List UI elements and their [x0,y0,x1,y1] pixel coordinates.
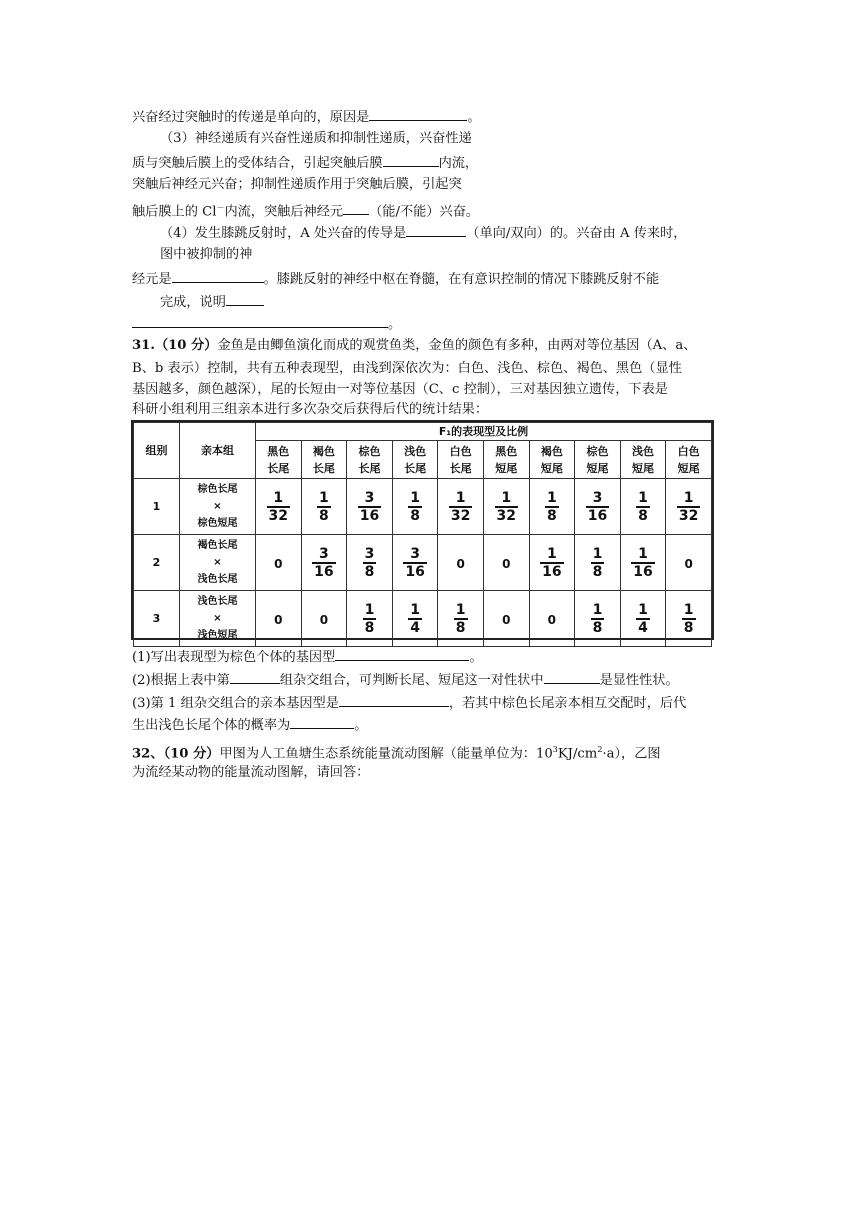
q30-sub4-line: （4）发生膝跳反射时，A 处兴奋的传导是 （单向/双向）的。兴奋由 A 传来时， [160,222,686,244]
fraction [408,602,422,636]
q30-line-7: 图中被抑制的神 [160,247,253,262]
zero-value: 0 [684,557,693,571]
numerator: 1 [638,601,648,618]
parent-label: × [213,557,222,568]
group-cell: 2 [134,535,180,591]
numerator: 1 [455,489,466,506]
group-cell: 3 [134,591,180,647]
zero-value: 0 [456,557,465,571]
denominator: 16 [314,563,334,580]
fraction [591,546,605,580]
parent-label: × [213,501,222,512]
phenotype-label: 褐色 [540,444,563,458]
ratio-cell [529,535,575,591]
q31-sub3: (3)第 1 组杂交组合的亲本基因型是 ，若其中棕色长尾亲本相互交配时，后代 [132,692,686,714]
phenotype-label: 长尾 [267,461,290,475]
ratio-cell [256,479,302,535]
q30-line-4: 突触后神经元兴奋；抑制性递质作用于突触后膜，引起突 [132,177,462,192]
numerator: 3 [364,489,375,506]
denominator: 8 [455,619,466,636]
parent-cell [180,479,256,535]
question-number: 31.（10 分） [132,338,218,353]
ratio-cell [301,591,347,647]
ratio-cell [666,479,712,535]
zero-value: 0 [274,557,283,571]
fraction [312,546,335,580]
phenotype-label: 短尾 [495,461,518,475]
parent-label: 棕色短尾 [197,518,238,529]
q30-line-10: 。 [132,313,401,335]
phenotype-label: 浅色 [404,444,427,458]
phenotype-label: 长尾 [358,461,381,475]
denominator: 8 [364,619,375,636]
q30-sub3-line: （3）神经递质有兴奋性递质和抑制性递质，兴奋性递 [160,131,472,146]
parent-cell [180,535,256,591]
parent-label: 褐色长尾 [197,540,238,551]
group-cell: 1 [134,479,180,535]
denominator: 8 [319,507,329,524]
answer-blank[interactable] [343,200,369,215]
header-group: 组别 [134,423,180,479]
header-f1: F₁的表现型及比例 [256,423,712,441]
q30-line-8: 经元是 。膝跳反射的神经中枢在脊髓，在有意识控制的情况下膝跳反射不能 [132,268,659,290]
answer-blank[interactable] [172,268,264,283]
numerator: 3 [364,545,375,562]
ratio-cell [620,535,666,591]
parent-label: 浅色短尾 [197,630,238,641]
phenotype-label: 短尾 [586,461,609,475]
denominator: 16 [359,507,380,524]
phenotype-header [392,441,438,479]
numerator: 3 [410,545,420,562]
phenotype-header [575,441,621,479]
phenotype-label: 褐色 [312,444,335,458]
fraction [631,546,654,580]
denominator: 4 [638,619,648,636]
denominator: 16 [587,507,608,524]
q31-sub2: (2)根据上表中第 组杂交组合，可判断长尾、短尾这一对性状中 是显性性状。 [132,669,679,691]
denominator: 32 [678,507,699,524]
q30-line-9: 完成，说明 [160,291,264,313]
numerator: 3 [592,489,603,506]
ratio-cell [575,591,621,647]
denominator: 8 [592,563,603,580]
answer-blank[interactable] [339,692,449,707]
fraction [363,546,377,580]
denominator: 4 [410,619,420,636]
ratio-cell [483,535,529,591]
phenotype-label: 棕色 [586,444,609,458]
numerator: 1 [683,601,694,618]
answer-blank[interactable] [369,106,467,121]
ratio-cell [620,591,666,647]
numerator: 1 [319,489,329,506]
numerator: 1 [638,489,648,506]
denominator: 8 [683,619,694,636]
ratio-cell [575,535,621,591]
fraction [408,490,422,524]
denominator: 32 [450,507,471,524]
phenotype-label: 长尾 [312,461,335,475]
phenotype-label: 浅色 [632,444,655,458]
ratio-cell [301,535,347,591]
denominator: 32 [268,507,289,524]
table-row [134,479,712,535]
answer-blank[interactable] [335,646,469,661]
q30-line-3: 质与突触后膜上的受体结合，引起突触后膜 内流， [132,152,478,174]
ratio-cell [392,535,438,591]
denominator: 8 [638,507,648,524]
numerator: 1 [410,601,420,618]
ratio-cell [347,591,393,647]
fraction [267,490,290,524]
denominator: 16 [542,563,562,580]
phenotype-label: 黑色 [495,444,518,458]
fraction [363,602,377,636]
phenotype-header [301,441,347,479]
answer-blank[interactable] [132,313,388,328]
zero-value: 0 [319,613,329,627]
phenotype-label: 棕色 [358,444,381,458]
phenotype-label: 黑色 [267,444,290,458]
numerator: 3 [319,545,329,562]
answer-blank[interactable] [230,669,280,684]
table-row [134,535,712,591]
zero-value: 0 [274,613,283,627]
q30-line-5: 触后膜上的 Cl－内流，突触后神经元 （能/不能）兴奋。 [132,198,479,222]
answer-blank[interactable] [406,222,466,237]
fraction [449,490,472,524]
denominator: 8 [410,507,420,524]
numerator: 1 [592,545,603,562]
ratio-cell [256,591,302,647]
numerator: 1 [273,489,284,506]
numerator: 1 [546,545,557,562]
denominator: 8 [546,507,557,524]
q31-sub1: (1)写出表现型为棕色个体的基因型 。 [132,646,483,668]
denominator: 16 [633,563,653,580]
phenotype-label: 长尾 [449,461,472,475]
ratio-cell [301,479,347,535]
answer-blank[interactable] [226,291,264,306]
ratio-cell [529,591,575,647]
table-row [134,591,712,647]
answer-blank[interactable] [544,669,600,684]
q32-line-1: 32、（10 分）甲图为人工鱼塘生态系统能量流动图解（能量单位为：$10^3KJ/cm^2\cdot a$），乙图 [132,745,661,762]
numerator: 1 [364,601,375,618]
denominator: 8 [364,563,375,580]
denominator: 32 [496,507,516,524]
ratio-cell [438,535,484,591]
results-table [131,420,714,640]
phenotype-label: 长尾 [404,461,427,475]
q31-line-1: 31.（10 分）金鱼是由鲫鱼演化而成的观赏鱼类，金鱼的颜色有多种，由两对等位基因（A、a、 [132,338,697,353]
fraction [495,490,518,524]
fraction [636,602,650,636]
numerator: 1 [501,489,512,506]
ratio-cell [392,591,438,647]
zero-value: 0 [547,613,557,627]
q32-line-2: 为流经某动物的能量流动图解，请回答： [132,765,370,780]
numerator: 1 [592,601,603,618]
ratio-cell [483,479,529,535]
q31-sub3-cont: 生出浅色长尾个体的概率为 。 [132,714,367,736]
ratio-cell [347,535,393,591]
denominator: 8 [592,619,603,636]
fraction [591,602,605,636]
ratio-cell [575,479,621,535]
parent-label: 浅色长尾 [197,596,238,607]
fraction [636,490,650,524]
numerator: 1 [455,601,466,618]
parent-label: × [213,613,222,624]
fraction [677,490,700,524]
numerator: 1 [683,489,694,506]
phenotype-header [529,441,575,479]
ratio-cell [620,479,666,535]
ratio-cell [438,591,484,647]
numerator: 1 [410,489,420,506]
phenotype-header [347,441,393,479]
ratio-cell [438,479,484,535]
fraction [586,490,609,524]
numerator: 1 [638,545,648,562]
q31-line-2: B、b 表示）控制，共有五种表现型，由浅到深依次为：白色、浅色、棕色、褐色、黑色（显性 [132,361,682,376]
ratio-cell [666,535,712,591]
phenotype-header [483,441,529,479]
fraction [317,490,331,524]
fraction [682,602,696,636]
ratio-cell [529,479,575,535]
phenotype-header [666,441,712,479]
parent-cell [180,591,256,647]
phenotype-label: 短尾 [540,461,563,475]
ratio-cell [666,591,712,647]
phenotype-label: 白色 [677,444,700,458]
fraction [403,546,426,580]
answer-blank[interactable] [383,152,439,167]
ratio-cell [392,479,438,535]
fraction [545,490,559,524]
ratio-cell [256,535,302,591]
q31-line-4: 科研小组利用三组亲本进行多次杂交后获得后代的统计结果： [132,402,489,417]
answer-blank[interactable] [290,714,354,729]
phenotype-label: 短尾 [632,461,655,475]
q31-line-3: 基因越多，颜色越深），尾的长短由一对等位基因（C、c 控制），三对基因独立遗传，下表是 [132,382,668,397]
parent-label: 浅色长尾 [197,574,238,585]
phenotype-label: 短尾 [677,461,700,475]
fraction [358,490,381,524]
zero-value: 0 [502,557,511,571]
question-number: 32、（10 分） [132,746,220,762]
denominator: 16 [405,563,425,580]
header-parent: 亲本组 [180,423,256,479]
phenotype-header [256,441,302,479]
phenotype-header [438,441,484,479]
q30-line-1: 兴奋经过突触时的传递是单向的，原因是 。 [132,106,481,128]
ratio-cell [347,479,393,535]
fraction [540,546,563,580]
fraction [454,602,468,636]
numerator: 1 [546,489,557,506]
zero-value: 0 [502,613,511,627]
ratio-cell [483,591,529,647]
phenotype-header [620,441,666,479]
parent-label: 棕色长尾 [197,484,238,495]
phenotype-label: 白色 [449,444,472,458]
